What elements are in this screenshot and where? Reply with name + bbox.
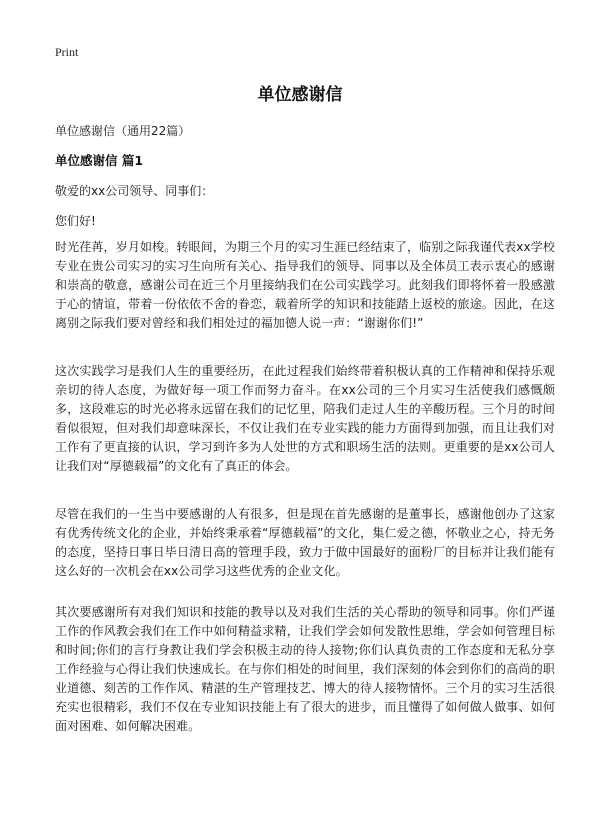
- body-paragraph-4: 其次要感谢所有对我们知识和技能的教导以及对我们生活的关心帮助的领导和同事。你们严谨工作的作风教会我们在工作中如何精益求精，让我们学会如何发散性思维，学会如何管理目标和时间;你们的言行身教让我们学会积极主动的待人接物;你们认真负责的工作态度和无私分享工作经验与心得让我们快速成长。在与你们相处的时间里，我们深刻的体会到你们的高尚的职业道德、刻苦的工作作风、精湛的生产管理技艺、博大的待人接物情怀。三个月的实习生活很充实也很精彩，我们不仅在专业知识技能上有了很大的进步，而且懂得了如何做人做事、如何面对困难、如何解决困难。: [55, 605, 555, 733]
- body-paragraph-1: 时光荏苒，岁月如梭。转眼间，为期三个月的实习生涯已经结束了，临别之际我谨代表xx学校专业在贵公司实习的实习生向所有关心、指导我们的领导、同事以及全体员工表示衷心的感谢和崇高的敬意，感谢公司在近三个月里接纳我们在公司实践学习。此刻我们即将怀着一股感激于心的情谊，带着一份依依不舍的眷恋，载着所学的知识和技能踏上返校的旅途。因此，在这离别之际我们要对曾经和我们相处过的福加德人说一声：“谢谢你们!”: [55, 240, 555, 330]
- document-subtitle: 单位感谢信（通用22篇）: [55, 124, 191, 138]
- print-link[interactable]: Print: [55, 45, 79, 59]
- body-paragraph-3: 尽管在我们的一生当中要感谢的人有很多，但是现在首先感谢的是董事长，感谢他创办了这家有优秀传统文化的企业，并始终秉承着“厚德载福”的文化，集仁爱之德，怀敬业之心，持无务的态度，坚持日事日毕日清日高的管理手段，致力于做中国最好的面粉厂的目标并让我们能有这么好的一次机会在xx公司学习这些优秀的企业文化。: [55, 507, 555, 578]
- letter-salutation: 您们好!: [55, 214, 96, 228]
- body-paragraph-2: 这次实践学习是我们人生的重要经历，在此过程我们始终带着积极认真的工作精神和保持乐观亲切的待人态度，为做好每一项工作而努力奋斗。在xx公司的三个月实习生活使我们感慨颇多，这段难忘的时光必将永远留在我们的记忆里，陪我们走过人生的辛酸历程。三个月的时间看似很短，但对我们却意味深长，不仅让我们在专业实践的能力方面得到加强，而且让我们对工作有了更直接的认识，学习到许多为人处世的方式和职场生活的法则。更重要的是xx公司人让我们对“厚德载福”的文化有了真正的体会。: [55, 364, 555, 473]
- document-title: 单位感谢信: [257, 85, 343, 105]
- letter-greeting: 敬爱的xx公司领导、同事们：: [55, 184, 214, 198]
- section-heading: 单位感谢信 篇1: [55, 153, 144, 168]
